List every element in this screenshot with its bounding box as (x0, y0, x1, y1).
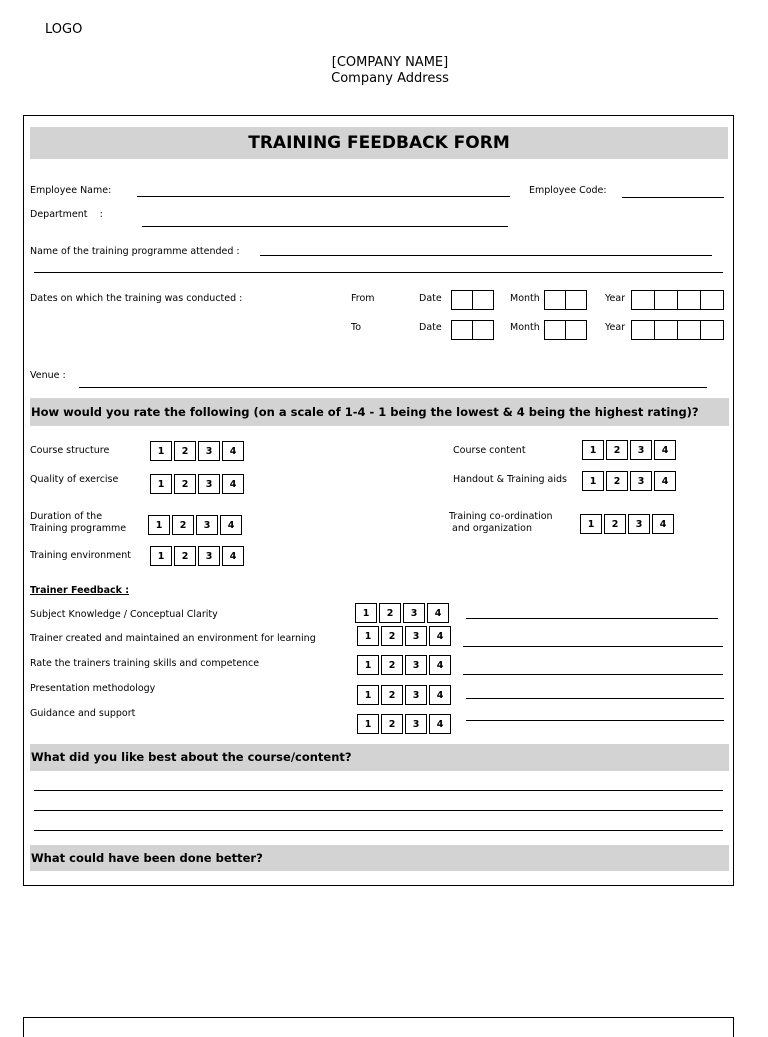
rating-option[interactable]: 1 (357, 626, 379, 646)
trainer-item-label: Subject Knowledge / Conceptual Clarity (30, 609, 218, 620)
rating-option[interactable]: 4 (429, 655, 451, 675)
trainer-rating-presentation[interactable] (357, 685, 451, 705)
trainer-comment-field[interactable] (463, 646, 723, 647)
rating-option[interactable]: 4 (652, 514, 674, 534)
rating-option[interactable]: 1 (357, 655, 379, 675)
rating-option[interactable]: 4 (220, 515, 242, 535)
rating-option[interactable]: 2 (174, 474, 196, 494)
duration-rating[interactable] (148, 515, 242, 535)
month-digit-box[interactable] (544, 320, 566, 340)
rating-option[interactable]: 3 (405, 626, 427, 646)
rating-option[interactable]: 4 (222, 546, 244, 566)
form-title: TRAINING FEEDBACK FORM (30, 127, 728, 159)
rating-option[interactable]: 1 (150, 546, 172, 566)
trainer-comment-field[interactable] (466, 618, 718, 619)
rating-option[interactable]: 4 (222, 474, 244, 494)
rating-option[interactable]: 1 (150, 441, 172, 461)
training-environment-label: Training environment (30, 550, 132, 561)
rating-option[interactable]: 2 (174, 441, 196, 461)
year-digit-box[interactable] (654, 290, 678, 310)
month-digit-box[interactable] (565, 290, 587, 310)
duration-label-line1: Duration of the (30, 511, 103, 522)
trainer-item-label: Guidance and support (30, 708, 136, 719)
programme-field[interactable] (260, 255, 712, 256)
date-digit-box[interactable] (451, 290, 473, 310)
to-month-label: Month (510, 322, 540, 333)
rating-option[interactable]: 1 (582, 471, 604, 491)
rating-option[interactable]: 3 (405, 714, 427, 734)
rating-option[interactable]: 4 (429, 626, 451, 646)
rating-option[interactable]: 3 (198, 546, 220, 566)
rating-option[interactable]: 4 (654, 440, 676, 460)
trainer-item-label: Presentation methodology (30, 683, 156, 694)
rating-option[interactable]: 2 (381, 714, 403, 734)
dates-label: Dates on which the training was conducted : (30, 293, 243, 304)
date-digit-box[interactable] (472, 290, 494, 310)
trainer-item-label: Rate the trainers training skills and competence (30, 658, 260, 669)
to-month-boxes[interactable] (544, 320, 587, 340)
rating-option[interactable]: 3 (630, 440, 652, 460)
to-date-label: Date (419, 322, 442, 333)
trainer-feedback-heading: Trainer Feedback : (30, 585, 130, 596)
employee-code-field[interactable] (622, 197, 724, 198)
rating-option[interactable]: 1 (148, 515, 170, 535)
company-address: Company Address (331, 71, 449, 86)
quality-of-exercise-rating[interactable] (150, 474, 244, 494)
rating-option[interactable]: 3 (405, 685, 427, 705)
trainer-rating-skills[interactable] (357, 655, 451, 675)
course-content-label: Course content (453, 445, 526, 456)
department-label: Department : (30, 209, 103, 220)
trainer-item-label: Trainer created and maintained an environment for learning (30, 633, 316, 644)
from-month-boxes[interactable] (544, 290, 587, 310)
rating-option[interactable]: 2 (381, 626, 403, 646)
year-digit-box[interactable] (677, 290, 701, 310)
month-digit-box[interactable] (565, 320, 587, 340)
rating-option[interactable]: 2 (172, 515, 194, 535)
rating-option[interactable]: 1 (355, 603, 377, 623)
department-field[interactable] (142, 226, 508, 227)
year-digit-box[interactable] (654, 320, 678, 340)
trainer-comment-field[interactable] (466, 698, 724, 699)
liked-best-answer-line[interactable] (34, 810, 723, 811)
rating-option[interactable]: 1 (150, 474, 172, 494)
trainer-comment-field[interactable] (466, 720, 724, 721)
employee-code-label: Employee Code: (529, 185, 607, 196)
from-date-label: Date (419, 293, 442, 304)
rating-option[interactable]: 3 (196, 515, 218, 535)
from-year-label: Year (605, 293, 626, 304)
rating-option[interactable]: 3 (405, 655, 427, 675)
to-year-label: Year (605, 322, 626, 333)
duration-label-line2: Training programme (30, 523, 127, 534)
from-date-boxes[interactable] (451, 290, 494, 310)
rating-option[interactable]: 2 (381, 685, 403, 705)
to-year-boxes[interactable] (631, 320, 724, 340)
course-structure-rating[interactable] (150, 441, 244, 461)
rating-option[interactable]: 2 (174, 546, 196, 566)
rating-option[interactable]: 1 (580, 514, 602, 534)
rating-option[interactable]: 3 (198, 441, 220, 461)
programme-label: Name of the training programme attended : (30, 246, 240, 257)
rating-option[interactable]: 3 (630, 471, 652, 491)
rating-option[interactable]: 3 (198, 474, 220, 494)
rating-option[interactable]: 4 (222, 441, 244, 461)
date-digit-box[interactable] (472, 320, 494, 340)
rating-option[interactable]: 3 (403, 603, 425, 623)
rating-option[interactable]: 3 (628, 514, 650, 534)
rating-option[interactable]: 2 (604, 514, 626, 534)
year-digit-box[interactable] (631, 320, 655, 340)
programme-field-line2[interactable] (34, 272, 723, 273)
liked-best-answer-line[interactable] (34, 830, 723, 831)
trainer-comment-field[interactable] (463, 674, 723, 675)
liked-best-heading: What did you like best about the course/content? (30, 744, 729, 771)
coordination-label-line1: Training co-ordination (449, 511, 553, 522)
coordination-label-line2: and organization (452, 523, 532, 534)
done-better-heading: What could have been done better? (30, 845, 729, 871)
date-digit-box[interactable] (451, 320, 473, 340)
month-digit-box[interactable] (544, 290, 566, 310)
rating-option[interactable]: 1 (357, 714, 379, 734)
trainer-rating-knowledge[interactable] (355, 603, 449, 623)
rating-option[interactable]: 4 (427, 603, 449, 623)
rating-option[interactable]: 2 (606, 471, 628, 491)
rating-option[interactable]: 4 (654, 471, 676, 491)
employee-name-label: Employee Name: (30, 185, 112, 196)
rating-option[interactable]: 2 (606, 440, 628, 460)
company-name: [COMPANY NAME] (331, 55, 449, 70)
to-date-boxes[interactable] (451, 320, 494, 340)
coordination-rating[interactable] (580, 514, 674, 534)
year-digit-box[interactable] (700, 290, 724, 310)
rating-option[interactable]: 2 (381, 655, 403, 675)
from-year-boxes[interactable] (631, 290, 724, 310)
employee-name-field[interactable] (137, 196, 510, 197)
training-environment-rating[interactable] (150, 546, 244, 566)
trainer-rating-environment[interactable] (357, 626, 451, 646)
rating-option[interactable]: 4 (429, 685, 451, 705)
course-content-rating[interactable] (582, 440, 676, 460)
year-digit-box[interactable] (631, 290, 655, 310)
from-month-label: Month (510, 293, 540, 304)
rating-option[interactable]: 1 (582, 440, 604, 460)
venue-field[interactable] (79, 387, 707, 388)
handout-rating[interactable] (582, 471, 676, 491)
from-label: From (351, 293, 375, 304)
rating-question: How would you rate the following (on a scale of 1-4 - 1 being the lowest & 4 being the highest rating)? (30, 398, 729, 426)
year-digit-box[interactable] (700, 320, 724, 340)
year-digit-box[interactable] (677, 320, 701, 340)
logo: LOGO (45, 22, 83, 37)
next-page-form-border (23, 1017, 734, 1037)
company-header (300, 55, 480, 87)
venue-label: Venue : (30, 370, 66, 381)
handout-label: Handout & Training aids (453, 474, 567, 485)
trainer-rating-guidance[interactable] (357, 714, 451, 734)
quality-of-exercise-label: Quality of exercise (30, 474, 119, 485)
rating-option[interactable]: 4 (429, 714, 451, 734)
rating-option[interactable]: 1 (357, 685, 379, 705)
course-structure-label: Course structure (30, 445, 110, 456)
rating-option[interactable]: 2 (379, 603, 401, 623)
liked-best-answer-line[interactable] (34, 790, 723, 791)
to-label: To (351, 322, 362, 333)
